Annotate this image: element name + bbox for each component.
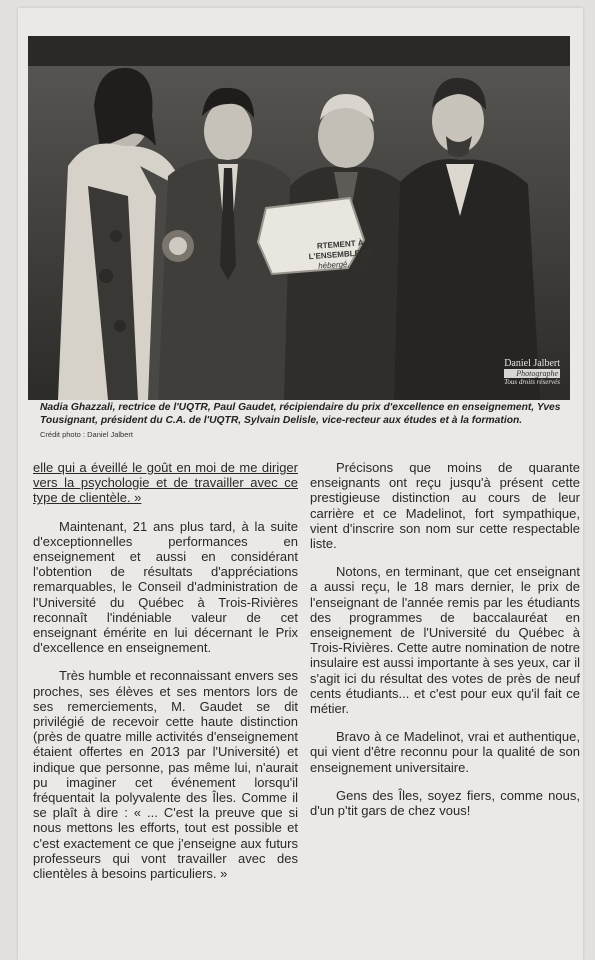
right-paragraph-3: Bravo à ce Madelinot, vrai et authentique, qui vient d'être reconnu pour la qualité de son enseignement universitaire.: [310, 729, 580, 775]
photo-credit: Crédit photo : Daniel Jalbert: [40, 430, 133, 439]
photo-caption: Nadia Ghazzali, rectrice de l'UQTR, Paul Gaudet, récipiendaire du prix d'excellence en enseignement, Yves Tousignant, président du C.A. de l'UQTR, Sylvain Delisle, vice-recteur aux études et à la formation.: [40, 402, 561, 426]
photographer-watermark: [504, 358, 560, 386]
left-paragraph-1: elle qui a éveillé le goût en moi de me diriger vers la psychologie et de travailler avec ce type de clientèle. »: [33, 460, 298, 506]
photo-illustration: [28, 36, 570, 400]
right-paragraph-1: Précisons que moins de quarante enseignants ont reçu jusqu'à présent cette prestigieuse distinction au cours de leur carrière et ce Madelinot, fort sympathique, vient d'inscrire son nom sur cette respectable liste.: [310, 460, 580, 552]
article-column-left: [33, 460, 298, 894]
watermark-name: Daniel Jalbert: [504, 358, 560, 369]
left-paragraph-3: Très humble et reconnaissant envers ses proches, ses élèves et ses mentors lors de ses remerciements, M. Gaudet se dit privilégié de recevoir cette haute distinction (près de quatre mille activités d'enseignement étaient offertes en 2013 par l'Université) et indique que personne, pas même lui, n'aurait pu imaginer cet événement lorsqu'il fréquentait la polyvalente des Îles. Comme il se plaît à dire : « ... C'est la preuve que si nous mettons les efforts, tout est possible et c'est exactement ce que j'enseigne aux futurs professeurs qui vont travailler avec des clientèles à besoins particuliers. »: [33, 668, 298, 882]
plaque-text: [295, 237, 387, 273]
left-paragraph-2: Maintenant, 21 ans plus tard, à la suite d'exceptionnelles performances en enseignement et aussi en considérant l'obtention de résultats d'appréciations remarquables, le Conseil d'administration de l'Université du Québec à Trois-Rivières reconnaît l'indéniable valeur de cet enseignant émérite en lui décernant le Prix d'excellence en enseignement.: [33, 518, 298, 656]
right-paragraph-2: Notons, en terminant, que cet enseignant a aussi reçu, le 18 mars dernier, le prix de l'enseignant de l'année remis par les étudiants des programmes de baccalauréat en enseignement de l'Université du Québec à Trois-Rivières. Cette autre nomination de notre insulaire est aussi importante à ses yeux, car il s'agit ici du résultat des votes de près de neuf cents étudiants... et c'est pour eux qu'il fait ce métier.: [310, 564, 580, 717]
article-column-right: [310, 460, 580, 831]
plaque-line-2: L'ENSEMBLE DE: [308, 247, 374, 262]
right-paragraph-4: Gens des Îles, soyez fiers, comme nous, d'un p'tit gars de chez vous!: [310, 787, 580, 819]
award-photo: [28, 36, 570, 400]
watermark-sub: Photographe: [504, 369, 560, 378]
plaque-line-1: RTEMENT À: [316, 238, 364, 251]
plaque-line-3: hébergé, non: [317, 258, 366, 271]
watermark-rights: Tous droits réservés: [504, 378, 560, 386]
